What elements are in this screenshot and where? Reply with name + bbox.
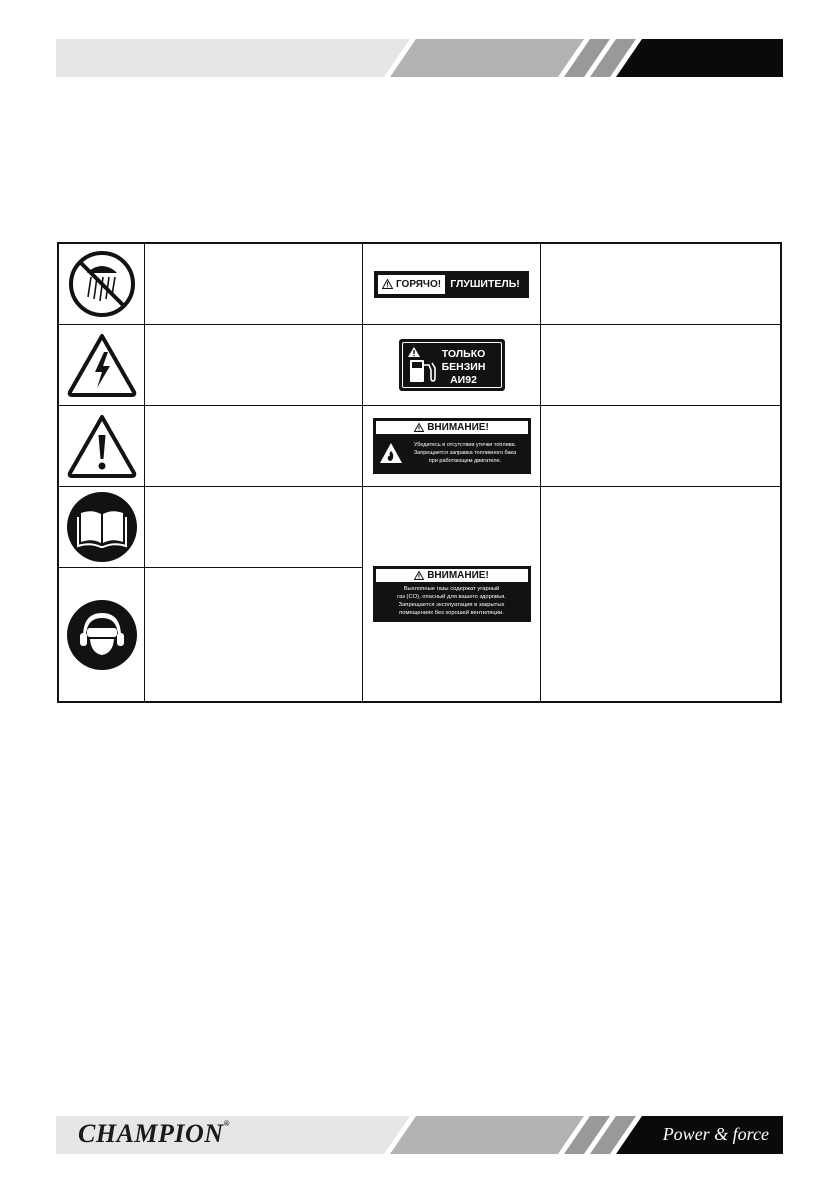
fuel-leak-warning-label xyxy=(373,418,531,474)
general-warning-description xyxy=(145,406,362,486)
fuel-line-2: БЕНЗИН xyxy=(441,361,486,373)
no-rain-icon xyxy=(67,249,137,319)
hot-muffler-description xyxy=(541,244,780,324)
protective-gear-cell xyxy=(59,568,144,701)
safety-symbols-table xyxy=(57,242,782,703)
registered-mark: ® xyxy=(223,1119,231,1128)
fuel-leak-line-2: Запрещается заправка топливного бака xyxy=(413,449,517,456)
warning-triangle-icon xyxy=(414,571,424,580)
exhaust-line-3: Запрещается эксплуатация в закрытых xyxy=(398,602,505,608)
exhaust-warning-label xyxy=(373,566,531,622)
header-band xyxy=(56,39,783,77)
fire-warning-icon xyxy=(379,442,403,464)
brand-name: CHAMPION xyxy=(78,1119,224,1148)
exhaust-line-1: Выхлопные газы содержат угарный xyxy=(403,586,500,592)
hot-label-text: ГОРЯЧО! xyxy=(396,278,442,290)
champion-logo xyxy=(78,1119,230,1149)
protective-gear-description xyxy=(145,568,362,701)
fuel-leak-warning-label-cell xyxy=(363,406,540,486)
read-manual-cell xyxy=(59,487,144,567)
muffler-label-text: ГЛУШИТЕЛЬ! xyxy=(450,278,520,290)
electric-shock-warning-icon xyxy=(66,332,138,398)
read-manual-description xyxy=(145,487,362,567)
electric-shock-description xyxy=(145,325,362,405)
warning-triangle-icon xyxy=(414,423,424,432)
general-warning-icon xyxy=(66,413,138,479)
no-rain-cell xyxy=(59,244,144,324)
fuel-type-description xyxy=(541,325,780,405)
fuel-type-label-cell xyxy=(363,325,540,405)
hot-muffler-label xyxy=(374,271,529,298)
exhaust-line-2: газ (CO), опасный для вашего здоровья. xyxy=(397,594,506,600)
fuel-leak-title: ВНИМАНИЕ! xyxy=(427,422,489,433)
fuel-line-1: ТОЛЬКО xyxy=(441,348,486,360)
exhaust-warning-description xyxy=(541,487,780,701)
read-manual-icon xyxy=(66,491,138,563)
exhaust-title: ВНИМАНИЕ! xyxy=(427,570,489,581)
hot-muffler-label-cell xyxy=(363,244,540,324)
brand-slogan: Power & force xyxy=(662,1124,769,1144)
no-rain-description xyxy=(145,244,362,324)
wear-protective-gear-icon xyxy=(66,599,138,671)
exhaust-line-4: помещениях без хорошей вентиляции. xyxy=(399,610,504,616)
warning-triangle-icon xyxy=(382,279,393,289)
fuel-type-label xyxy=(399,339,505,391)
general-warning-cell xyxy=(59,406,144,486)
electric-shock-cell xyxy=(59,325,144,405)
fuel-line-3: АИ92 xyxy=(450,374,477,386)
fuel-leak-line-1: Убедитесь в отсутствии утечки топлива. xyxy=(413,441,517,448)
footer-band xyxy=(56,1116,783,1154)
exhaust-warning-label-cell xyxy=(363,487,540,701)
fuel-leak-description xyxy=(541,406,780,486)
fuel-leak-line-3: при работающем двигателе. xyxy=(428,457,502,464)
